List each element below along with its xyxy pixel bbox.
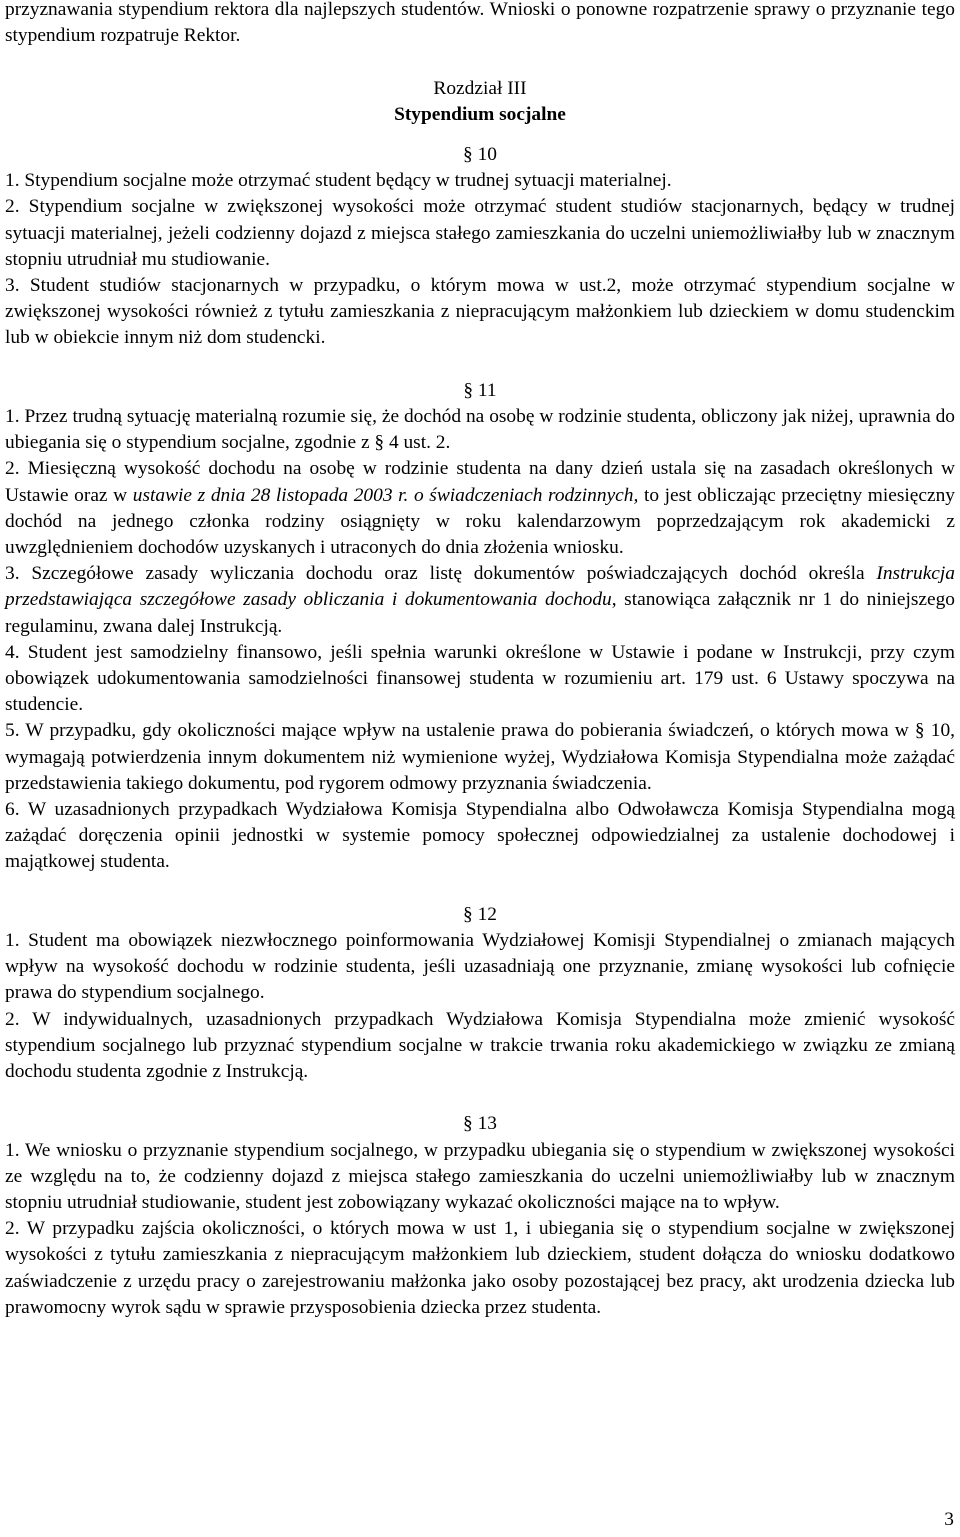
section-paragraph [5,1138,955,1217]
section-heading: § 12 [463,903,497,925]
section-heading: § 11 [463,379,497,401]
section-paragraph [5,1007,955,1086]
document-page [5,0,955,1321]
section-paragraph [5,273,955,352]
text-segment: 3. Szczegółowe zasady wyliczania dochodu oraz listę dokumentów poświadczających dochód określa [5,563,877,585]
text-segment: 1. Stypendium socjalne może otrzymać student będący w trudnej sytuacji materialnej. [5,170,672,192]
text-segment: , stanowiąca załącznik nr 1 do niniejszego regulaminu, zwana dalej Instrukcją. [5,589,955,637]
italic-text: ustawie z dnia 28 listopada 2003 r. o świadczeniach rodzinnych, [132,484,639,506]
page-number: 3 [944,1509,954,1530]
section-spacer [5,876,955,902]
spacer [5,128,955,142]
section-paragraph [5,718,955,797]
intro-paragraph: przyznawania stypendium rektora dla najlepszych studentów. Wnioski o ponowne rozpatrzenie sprawy o przyznanie tego stypendium rozpatruje Rektor. [5,0,955,47]
text-segment: 6. W uzasadnionych przypadkach Wydziałowa Komisja Stypendialna albo Odwoławcza Komisja Stypendialna mogą zażądać doręczenia opinii jednostki w systemie pomocy społecznej odpowiedzialnej za ustalenie dochodowej i majątkowej studenta. [5,799,955,873]
text-segment: 2. W przypadku zajścia okoliczności, o których mowa w ust 1, i ubiegania się o stypendium socjalne w zwiększonej wysokości z tytułu zamieszkania z niepracującym małżonkiem lub dzieckiem, student dołącza do wniosku dodatkowo zaświadczenie z urzędu pracy o zarejestrowaniu małżonka jako osoby pozostającej bez pracy, akt urodzenia dziecka lub prawomocny wyrok sądu w sprawie przysposobienia dziecka przez studenta. [5,1218,955,1318]
text-segment: 1. We wniosku o przyznanie stypendium socjalnego, w przypadku ubiegania się o stypendium w zwiększonej wysokości ze względu na to, że codzienny dojazd z miejsca stałego zamieszkania do uczelni uniemożliwiałby lub w znacznym stopniu utrudniał studiowanie, student jest zobowiązany wykazać okoliczności mające na to wpływ. [5,1139,955,1214]
section-paragraph [5,404,955,456]
text-segment: 2. Miesięczną wysokość dochodu na osobę w rodzinie studenta na dany dzień ustala się na zasadach określonych w Ustawie oraz w [5,458,955,506]
text-segment: to jest obliczając przeciętny miesięczny dochód na jednego członka rodziny osiągnięty w roku kalendarzowym poprzedzającym rok akademicki z uwzględnieniem dochodów uzyskanych i utraconych do dnia złożenia wniosku. [5,484,955,559]
section-paragraph [5,194,955,273]
section-paragraph [5,640,955,719]
chapter-number: Rozdział III [433,77,527,99]
spacer [5,49,955,75]
italic-text: Instrukcja przedstawiająca szczegółowe zasady obliczania i dokumentowania dochodu [5,563,955,611]
section-paragraph [5,1216,955,1321]
text-segment: 2. W indywidualnych, uzasadnionych przypadkach Wydziałowa Komisja Stypendialna może zmienić wysokość stypendium socjalnego lub przyznać stypendium socjalne w trakcie trwania roku akademickiego w związku ze zmianą dochodu studenta zgodnie z Instrukcją. [5,1008,955,1083]
section-spacer [5,1085,955,1111]
text-segment: 1. Student ma obowiązek niezwłocznego poinformowania Wydziałowej Komisji Stypendialnej o zmianach mających wpływ na wysokość dochodu w rodzinie studenta, jeśli uzasadniają one przyznanie, zmianę wysokości lub cofnięcie prawa do stypendium socjalnego. [5,930,955,1004]
section-heading: § 10 [463,144,497,165]
section-heading: § 13 [463,1113,497,1135]
text-segment: 2. Stypendium socjalne w zwiększonej wysokości może otrzymać student studiów stacjonarnych, będący w trudnej sytuacji materialnej, jeżeli codzienny dojazd z miejsca stałego zamieszkania do uczelni uniemożliwiałby lub w znacznym stopniu utrudniał mu studiowanie. [5,196,955,270]
section-paragraph [5,797,955,876]
section-paragraph [5,456,955,561]
text-segment: 1. Przez trudną sytuację materialną rozumie się, że dochód na osobę w rodzinie studenta, obliczony jak niżej, uprawnia do ubiegania się o stypendium socjalne, zgodnie z § 4 ust. 2. [5,406,955,454]
section-paragraph [5,168,955,194]
section-paragraph [5,561,955,640]
text-segment: 5. W przypadku, gdy okoliczności mające wpływ na ustalenie prawa do pobierania świadczeń, o których mowa w § 10, wymagają potwierdzenia innym dokumentem niż wymienione wyżej, Wydziałowa Komisja Stypendialna może zażądać przedstawienia takiego dokumentu, pod rygorem odmowy przyznania świadczenia. [5,720,955,794]
text-segment: 4. Student jest samodzielny finansowo, jeśli spełnia warunki określone w Ustawie i podane w Instrukcji, przy czym obowiązek udokumentowania samodzielności finansowej studenta w rozumieniu art. 179 ust. 6 Ustawy spoczywa na studencie. [5,641,955,716]
chapter-title: Stypendium socjalne [394,103,566,125]
text-segment: 3. Student studiów stacjonarnych w przypadku, o którym mowa w ust.2, może otrzymać stypendium socjalne w zwiększonej wysokości również z tytułu zamieszkania z niepracującym małżonkiem lub dzieckiem w domu studenckim lub w obiekcie innym niż dom studencki. [5,275,955,349]
section-paragraph [5,928,955,1007]
section-spacer [5,352,955,378]
sections-container [5,142,955,1321]
